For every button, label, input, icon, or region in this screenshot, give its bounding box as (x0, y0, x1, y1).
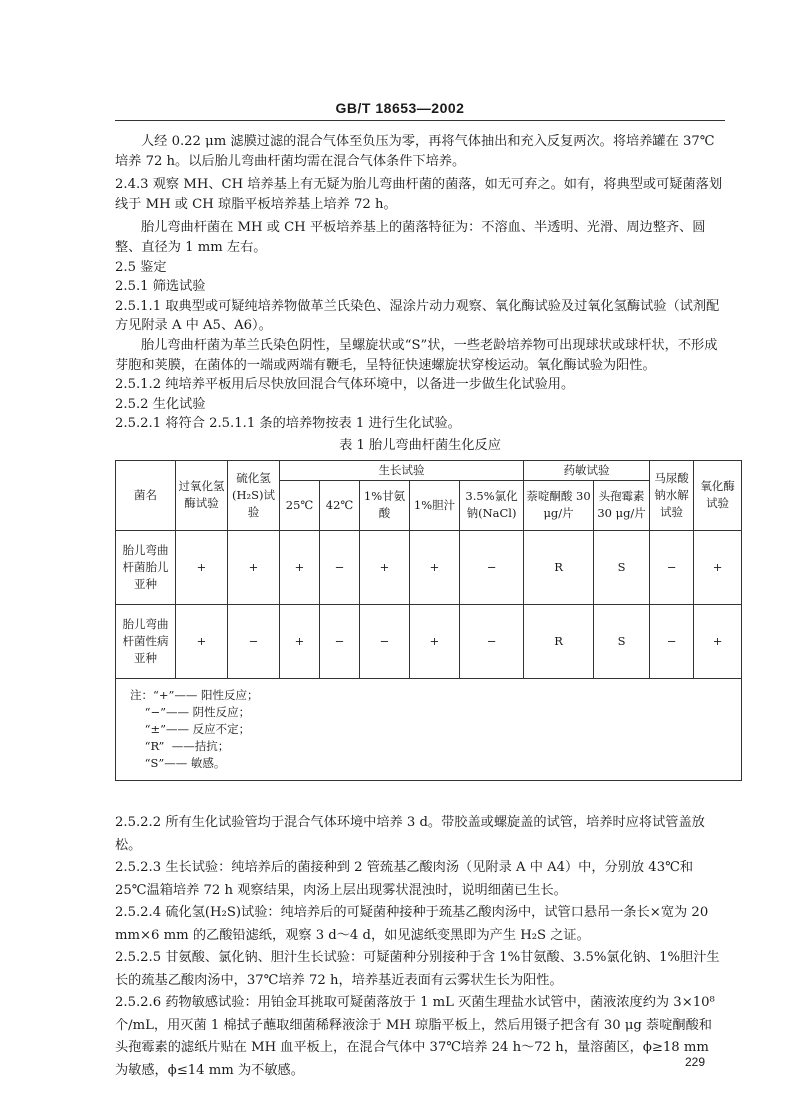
cell: S (594, 604, 650, 678)
cell: + (176, 604, 228, 678)
header-nacl: 3.5%氯化钠(NaCl) (460, 480, 524, 530)
note-line: “R” ——拮抗； (130, 738, 230, 753)
species-name: 胎儿弯曲杆菌性病亚种 (116, 604, 176, 678)
header-species: 菌名 (116, 460, 176, 530)
paragraph: 2.5.1.1 取典型或可疑纯培养物做革兰氏染色、湿涂片动力观察、氧化酶试验及过氧化氢酶试验（试剂配方见附录 A 中 A5、A6）。 (115, 298, 720, 334)
header-cephalothin: 头孢霉素 30 μg/片 (594, 480, 650, 530)
header-hippurate: 马尿酸钠水解试验 (650, 460, 694, 530)
cell: − (320, 604, 360, 678)
cell: + (694, 530, 742, 604)
header-rule (115, 120, 725, 121)
header-25c: 25℃ (280, 480, 320, 530)
header-nalidixic: 萘啶酮酸 30 μg/片 (524, 480, 594, 530)
cell: + (280, 530, 320, 604)
cell: − (228, 604, 280, 678)
paragraph: 2.5.2.4 硫化氢(H₂S)试验：纯培养后的可疑菌种接种于巯基乙酸肉汤中，试管口悬吊一条长×宽为 20 mm×6 mm 的乙酸铅滤纸，观察 3 d～4 d，如见滤纸变黑即为产生 H₂S 之证。 (115, 905, 709, 943)
page-number: 229 (685, 1055, 706, 1069)
cell: − (360, 604, 410, 678)
section-heading: 2.5.2 生化试验 (115, 396, 206, 412)
table-row (116, 604, 742, 678)
cell: − (650, 530, 694, 604)
table-row (116, 530, 742, 604)
cell: + (410, 604, 460, 678)
table-notes-row (116, 678, 742, 780)
paragraph: 2.4.3 观察 MH、CH 培养基上有无疑为胎儿弯曲杆菌的菌落，如无可弃之。如有，将典型或可疑菌落划线于 MH 或 CH 琼脂平板培养基上培养 72 h。 (115, 177, 723, 212)
header-42c: 42℃ (320, 480, 360, 530)
header-bile: 1%胆汁 (410, 480, 460, 530)
paragraph: 胎儿弯曲杆菌在 MH 或 CH 平板培养基上的菌落特征为：不溶血、半透明、光滑、周边整齐、圆整、直径为 1 mm 左右。 (115, 220, 706, 255)
note-line: 注：“+”—— 阳性反应； (130, 687, 259, 702)
body-top (115, 132, 735, 781)
header-drug-group: 药敏试验 (524, 460, 650, 480)
cell: + (176, 530, 228, 604)
paragraph: 胎儿弯曲杆菌为革兰氏染色阴性，呈螺旋状或“S”状，一些老龄培养物可出现球状或球杆状，不形成芽胞和荚膜，在菌体的一端或两端有鞭毛，呈特征快速螺旋状穿梭运动。氧化酶试验为阳性。 (115, 337, 718, 373)
cell: + (360, 530, 410, 604)
cell: + (410, 530, 460, 604)
cell: + (280, 604, 320, 678)
note-line: “±”—— 反应不定； (130, 721, 251, 736)
header-catalase: 过氧化氢酶试验 (176, 460, 228, 530)
cell: − (460, 604, 524, 678)
cell: S (594, 530, 650, 604)
cell: R (524, 530, 594, 604)
table-caption: 表 1 胎儿弯曲杆菌生化反应 (339, 437, 501, 453)
paragraph: 2.5.2.2 所有生化试验管均于混合气体环境中培养 3 d。带胶盖或螺旋盖的试管，培养时应将试管盖放松。 (115, 815, 705, 853)
cell: − (320, 530, 360, 604)
cell: + (694, 604, 742, 678)
section-heading: 2.5 鉴定 (115, 259, 167, 275)
paragraph: 2.5.2.3 生长试验：纯培养后的菌接种到 2 管巯基乙酸肉汤（见附录 A 中 A4）中，分别放 43℃和 25℃温箱培养 72 h 观察结果，肉汤上层出现雾状混浊时，说明细菌已生长。 (115, 860, 694, 898)
header-glycine: 1%甘氨酸 (360, 480, 410, 530)
paragraph: 2.5.2.5 甘氨酸、氯化钠、胆汁生长试验：可疑菌种分别接种于含 1%甘氨酸、3.5%氯化钠、1%胆汁生长的巯基乙酸肉汤中，37℃培养 72 h，培养基近表面有云雾状生长为阳性。 (115, 950, 720, 988)
note-line: “−”—— 阴性反应； (130, 704, 251, 719)
header-growth-group: 生长试验 (280, 460, 524, 480)
header-h2s: 硫化氢(H₂S)试验 (228, 460, 280, 530)
species-name: 胎儿弯曲杆菌胎儿亚种 (116, 530, 176, 604)
paragraph: 2.5.2.6 药物敏感试验：用铂金耳挑取可疑菌落放于 1 mL 灭菌生理盐水试管中，菌液浓度约为 3×10⁸ 个/mL，用灭菌 1 棉拭子蘸取细菌稀释液涂于 MH 琼脂平板上，然后用镊子把含有 30 μg 萘啶酮酸和头孢霉素的滤纸片贴在 MH 血平板上，在混合气体中 37℃培养 24 h～72 h，量溶菌区，ϕ≥18 mm 为敏感，ϕ≤14 mm 为不敏感。 (115, 995, 715, 1078)
section-heading: 2.5.1 筛选试验 (115, 279, 206, 295)
paragraph: 2.5.2.1 将符合 2.5.1.1 条的培养物按表 1 进行生化试验。 (115, 416, 461, 432)
standard-header: GB/T 18653—2002 (335, 100, 465, 116)
table-notes (116, 678, 742, 780)
body-bottom (115, 812, 725, 1082)
header-oxidase: 氧化酶试验 (694, 460, 742, 530)
paragraph: 2.5.1.2 纯培养平板用后尽快放回混合气体环境中，以备进一步做生化试验用。 (115, 377, 575, 393)
cell: + (228, 530, 280, 604)
cell: − (460, 530, 524, 604)
cell: R (524, 604, 594, 678)
paragraph: 人经 0.22 μm 滤膜过滤的混合气体至负压为零，再将气体抽出和充入反复两次。将培养罐在 37℃培养 72 h。以后胎儿弯曲杆菌均需在混合气体条件下培养。 (115, 134, 715, 169)
note-line: “S”—— 敏感。 (130, 755, 226, 770)
cell: − (650, 604, 694, 678)
biochem-table (115, 460, 742, 781)
